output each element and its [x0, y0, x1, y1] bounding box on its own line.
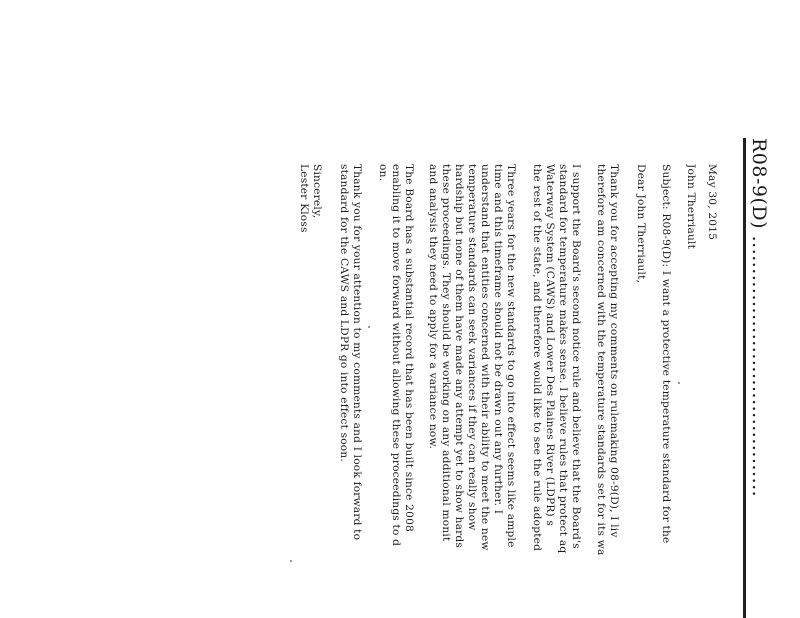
- paragraph-line: Thank you for accepting my comments on rulemaking 08-9(D), I liv: [608, 164, 620, 538]
- paragraph-line: temperature standards can seek variances if they can really show: [466, 164, 478, 531]
- letter-salutation: Dear John Therriault,: [635, 164, 647, 284]
- letter-subject: Subject: R08-9(D): I want a protective temperature standard for the: [660, 164, 672, 544]
- header-leader-dots: ........................................: [748, 235, 770, 498]
- rotated-letter: [260, 0, 800, 618]
- letter-date: May 30, 2015: [706, 164, 718, 241]
- header-rule: [743, 138, 746, 618]
- header-title: R08-9(D): [748, 138, 770, 230]
- paragraph-line: I support the Board's second notice rule and believe that the Board's: [570, 164, 582, 549]
- letter-closing: Sincerely,: [311, 164, 323, 219]
- paragraph-line: Waterway System (CAWS) and Lower Des Plaines River (LDPR) s: [544, 164, 556, 527]
- paragraph-line: hardship but none of them have made any attempt yet to show hards: [453, 164, 465, 549]
- paragraph-line: enabling it to move forward without allowing these proceedings to d: [390, 164, 402, 547]
- paragraph-line: the rest of the state, and therefore would like to see the rule adopted: [531, 164, 543, 552]
- scan-speck: [678, 382, 680, 384]
- paragraph-line: Thank you for your attention to my comments and I look forward to: [351, 164, 363, 541]
- scan-speck: [290, 560, 292, 562]
- paragraph-line: standard for temperature makes sense. I believe rules that protect aq: [557, 164, 569, 554]
- paragraph-line: therefore am concerned with the temperature standards set for its wa: [595, 164, 607, 556]
- paragraph-line: and analysis they need to apply for a variance now.: [427, 164, 439, 450]
- document-header: [746, 138, 772, 618]
- paragraph-line: time and this timeframe should not be drawn out any further. I: [492, 164, 504, 515]
- paragraph-line: standard for the CAWS and LDPR go into effect soon.: [338, 164, 350, 462]
- letter-recipient: John Therriault: [685, 164, 697, 250]
- paragraph-line: on.: [377, 164, 389, 182]
- paragraph-line: these proceedings. They should be working on any additional monit: [440, 164, 452, 542]
- scan-speck: [368, 326, 370, 328]
- paragraph-line: understand that entities concerned with their ability to meet the new: [479, 164, 491, 551]
- paragraph-line: The Board has a substantial record that has been built since 2008: [403, 164, 415, 532]
- paragraph-line: Three years for the new standards to go into effect seems like ample: [505, 164, 517, 548]
- letter-signer: Lester Kloss: [298, 164, 310, 233]
